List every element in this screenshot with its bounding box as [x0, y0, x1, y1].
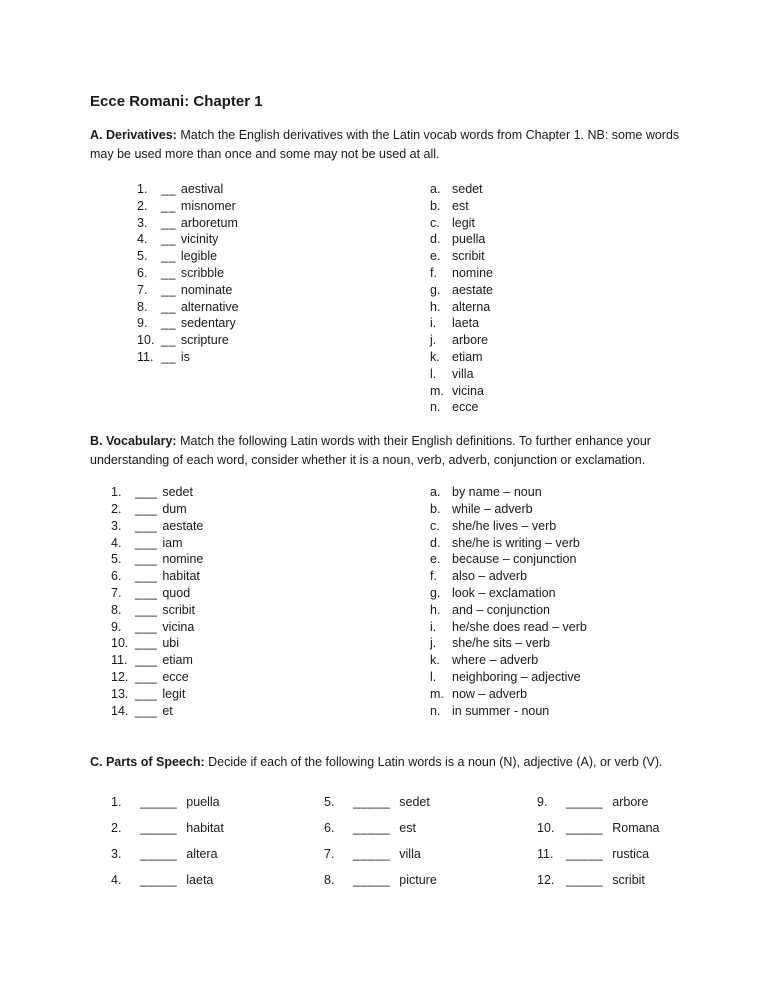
derivative-word: aestival [180, 182, 224, 196]
item-number: 6. [324, 821, 335, 836]
derivative-item [137, 349, 430, 366]
item-number: 8. [111, 602, 122, 617]
item-number: 11. [537, 847, 554, 862]
pos-word: laeta [186, 873, 214, 888]
definition-text: because – conjunction [452, 552, 577, 567]
answer-blank: ___ [135, 569, 158, 584]
answer-blank: _____ [353, 847, 391, 862]
pos-word: picture [399, 873, 437, 888]
vocab-word: quod [162, 585, 191, 600]
item-number: 7. [111, 585, 122, 600]
definition-text: she/he is writing – verb [452, 535, 580, 550]
answer-blank: __ [161, 249, 176, 264]
vocab-word: sedet [162, 485, 193, 500]
pos-item [111, 815, 324, 841]
item-number: 12. [537, 873, 555, 888]
option-word: vicina [452, 383, 484, 398]
definition-text: by name – noun [452, 485, 542, 500]
item-number: 10. [137, 333, 155, 348]
answer-blank: _____ [140, 795, 178, 810]
vocab-item [111, 501, 430, 518]
definition-item [430, 501, 587, 518]
option-word: legit [452, 215, 475, 230]
vocab-item [111, 484, 430, 501]
option-item [430, 181, 493, 198]
item-number: 6. [137, 265, 148, 280]
definition-letter: l. [430, 669, 437, 684]
answer-blank: __ [161, 282, 176, 297]
vocab-item [111, 585, 430, 602]
definition-item [430, 602, 587, 619]
vocab-word: etiam [162, 653, 193, 668]
definition-letter: f. [430, 569, 437, 584]
derivative-item [137, 315, 430, 332]
answer-blank: ___ [135, 703, 158, 718]
section-c [90, 753, 682, 893]
pos-item [111, 867, 324, 893]
answer-blank: _____ [566, 821, 604, 836]
pos-item [537, 815, 660, 841]
item-number: 2. [137, 198, 148, 213]
derivative-word: nominate [180, 282, 233, 297]
pos-word: sedet [399, 795, 430, 810]
section-b-heading [90, 432, 682, 470]
definition-text: neighboring – adjective [452, 669, 581, 684]
option-item [430, 282, 493, 299]
vocab-word: dum [162, 501, 187, 516]
pos-item [324, 841, 537, 867]
derivative-word: is [180, 349, 190, 364]
option-letter: h. [430, 299, 441, 314]
definition-item [430, 518, 587, 535]
pos-item [537, 841, 660, 867]
answer-blank: _____ [353, 795, 391, 810]
pos-item [324, 815, 537, 841]
derivative-word: arboretum [180, 215, 238, 230]
definition-text: and – conjunction [452, 602, 550, 617]
pos-word: villa [399, 847, 421, 862]
item-number: 2. [111, 501, 122, 516]
derivative-word: legible [180, 249, 218, 264]
derivative-word: alternative [180, 299, 239, 314]
answer-blank: ___ [135, 485, 158, 500]
definition-text: she/he lives – verb [452, 518, 557, 533]
item-number: 1. [111, 485, 122, 500]
definition-letter: c. [430, 518, 440, 533]
section-a [90, 126, 682, 416]
option-item [430, 332, 493, 349]
section-a-instructions: Match the English derivatives with the Latin vocab words from Chapter 1. NB: some words may be used more than once and some may not be used at all. [90, 128, 680, 161]
option-letter: c. [430, 215, 440, 230]
answer-blank: __ [161, 316, 176, 331]
answer-blank: _____ [353, 873, 391, 888]
answer-blank: ___ [135, 602, 158, 617]
definition-text: while – adverb [452, 501, 533, 516]
derivative-word: sedentary [180, 316, 236, 331]
item-number: 4. [137, 232, 148, 247]
option-letter: k. [430, 349, 440, 364]
vocab-item [111, 652, 430, 669]
item-number: 4. [111, 535, 122, 550]
answer-blank: ___ [135, 619, 158, 634]
item-number: 13. [111, 686, 129, 701]
item-number: 4. [111, 873, 122, 888]
answer-blank: __ [161, 349, 176, 364]
option-letter: f. [430, 265, 437, 280]
parts-of-speech-grid [111, 789, 682, 893]
vocab-item [111, 518, 430, 535]
section-b-instructions: Match the following Latin words with their English definitions. To further enhance your understanding of each word, consider whether it is a noun, verb, adverb, conjunction or exclamation. [90, 434, 651, 468]
latin-options-list [430, 181, 493, 416]
section-b-label: B. Vocabulary: [90, 434, 177, 449]
item-number: 11. [111, 653, 128, 668]
derivative-item [137, 181, 430, 198]
vocab-item [111, 619, 430, 636]
vocab-item [111, 686, 430, 703]
pos-item [324, 867, 537, 893]
derivative-item [137, 282, 430, 299]
vocab-word: habitat [162, 569, 200, 584]
pos-column-1 [111, 789, 324, 893]
definition-letter: b. [430, 501, 441, 516]
vocab-item [111, 568, 430, 585]
derivative-item [137, 265, 430, 282]
option-word: est [452, 198, 469, 213]
definitions-list [430, 484, 587, 719]
option-word: laeta [452, 316, 480, 331]
derivative-item [137, 332, 430, 349]
answer-blank: ___ [135, 585, 158, 600]
pos-word: scribit [612, 873, 645, 888]
answer-blank: ___ [135, 636, 158, 651]
pos-item [324, 789, 537, 815]
option-letter: j. [430, 333, 437, 348]
option-word: ecce [452, 400, 479, 415]
definition-letter: k. [430, 653, 440, 668]
option-word: aestate [452, 282, 494, 297]
item-number: 3. [137, 215, 148, 230]
section-b [90, 432, 682, 719]
definition-item [430, 652, 587, 669]
option-item [430, 315, 493, 332]
vocab-word: aestate [162, 518, 204, 533]
item-number: 9. [537, 795, 548, 810]
derivative-word: scribble [180, 265, 224, 280]
option-word: villa [452, 366, 474, 381]
definition-item [430, 669, 587, 686]
answer-blank: _____ [353, 821, 391, 836]
section-a-label: A. Derivatives: [90, 128, 177, 142]
option-word: arbore [452, 333, 489, 348]
pos-word: habitat [186, 821, 224, 836]
section-c-heading [90, 753, 682, 772]
option-item [430, 265, 493, 282]
option-item [430, 383, 493, 400]
definition-text: now – adverb [452, 686, 528, 701]
pos-word: rustica [612, 847, 650, 862]
item-number: 12. [111, 669, 129, 684]
pos-word: Romana [612, 821, 660, 836]
item-number: 1. [137, 182, 148, 196]
pos-column-3 [537, 789, 660, 893]
answer-blank: __ [161, 232, 176, 247]
item-number: 3. [111, 518, 122, 533]
option-item [430, 349, 493, 366]
answer-blank: __ [161, 182, 176, 196]
option-letter: l. [430, 366, 437, 381]
option-item [430, 215, 493, 232]
derivative-item [137, 299, 430, 316]
option-letter: i. [430, 316, 437, 331]
item-number: 9. [137, 316, 148, 331]
item-number: 1. [111, 795, 122, 810]
option-item [430, 231, 493, 248]
section-c-label: C. Parts of Speech: [90, 755, 205, 770]
item-number: 2. [111, 821, 122, 836]
item-number: 9. [111, 619, 122, 634]
definition-letter: e. [430, 552, 441, 567]
section-b-matching [90, 484, 682, 719]
definition-text: also – adverb [452, 569, 528, 584]
answer-blank: ___ [135, 501, 158, 516]
answer-blank: ___ [135, 552, 158, 567]
definition-letter: d. [430, 535, 441, 550]
item-number: 14. [111, 703, 129, 718]
item-number: 7. [137, 282, 148, 297]
definition-letter: m. [430, 686, 444, 701]
answer-blank: _____ [140, 821, 178, 836]
answer-blank: __ [161, 215, 176, 230]
definition-text: he/she does read – verb [452, 619, 587, 634]
pos-word: altera [186, 847, 218, 862]
item-number: 8. [137, 299, 148, 314]
derivative-item [137, 231, 430, 248]
option-word: sedet [452, 182, 483, 196]
pos-item [111, 789, 324, 815]
answer-blank: ___ [135, 518, 158, 533]
definition-letter: n. [430, 703, 441, 718]
option-word: nomine [452, 265, 493, 280]
definition-letter: a. [430, 485, 441, 500]
derivative-item [137, 248, 430, 265]
section-a-matching [90, 181, 682, 416]
option-letter: n. [430, 400, 441, 415]
pos-word: arbore [612, 795, 649, 810]
option-item [430, 198, 493, 215]
option-item [430, 248, 493, 265]
section-a-heading [90, 126, 682, 164]
answer-blank: _____ [566, 795, 604, 810]
vocab-item [111, 602, 430, 619]
pos-word: est [399, 821, 416, 836]
option-word: alterna [452, 299, 491, 314]
option-letter: d. [430, 232, 441, 247]
definition-letter: g. [430, 585, 441, 600]
section-c-instructions: Decide if each of the following Latin words is a noun (N), adjective (A), or verb (V). [204, 755, 663, 770]
option-item [430, 366, 493, 383]
vocab-item [111, 703, 430, 720]
vocab-word: ubi [162, 636, 180, 651]
pos-word: puella [186, 795, 220, 810]
definition-item [430, 619, 587, 636]
option-letter: b. [430, 198, 441, 213]
item-number: 11. [137, 349, 154, 364]
answer-blank: __ [161, 265, 176, 280]
answer-blank: __ [161, 299, 176, 314]
item-number: 6. [111, 569, 122, 584]
option-letter: e. [430, 249, 441, 264]
derivative-word: misnomer [180, 198, 236, 213]
definition-item [430, 635, 587, 652]
pos-column-2 [324, 789, 537, 893]
definition-text: look – exclamation [452, 585, 556, 600]
answer-blank: _____ [140, 873, 178, 888]
definition-letter: h. [430, 602, 441, 617]
item-number: 7. [324, 847, 335, 862]
answer-blank: _____ [140, 847, 178, 862]
option-item [430, 399, 493, 416]
item-number: 5. [111, 552, 122, 567]
answer-blank: ___ [135, 686, 158, 701]
definition-letter: j. [430, 636, 437, 651]
definition-item [430, 568, 587, 585]
item-number: 10. [537, 821, 555, 836]
definition-item [430, 703, 587, 720]
answer-blank: ___ [135, 669, 158, 684]
pos-item [537, 789, 660, 815]
definition-item [430, 686, 587, 703]
vocab-item [111, 551, 430, 568]
definition-text: she/he sits – verb [452, 636, 550, 651]
item-number: 8. [324, 873, 335, 888]
option-letter: a. [430, 182, 441, 196]
vocab-word: legit [162, 686, 186, 701]
definition-item [430, 535, 587, 552]
definition-text: in summer - noun [452, 703, 550, 718]
option-word: etiam [452, 349, 483, 364]
pos-item [111, 841, 324, 867]
vocab-word: vicina [162, 619, 195, 634]
answer-blank: ___ [135, 653, 158, 668]
option-word: puella [452, 232, 486, 247]
option-letter: g. [430, 282, 441, 297]
definition-item [430, 585, 587, 602]
vocab-item [111, 635, 430, 652]
answer-blank: _____ [566, 847, 604, 862]
item-number: 5. [137, 249, 148, 264]
vocab-word: nomine [162, 552, 204, 567]
option-word: scribit [452, 249, 485, 264]
answer-blank: ___ [135, 535, 158, 550]
derivative-item [137, 215, 430, 232]
item-number: 10. [111, 636, 129, 651]
answer-blank: __ [161, 333, 176, 348]
vocab-list [111, 484, 430, 719]
derivative-word: scripture [180, 333, 229, 348]
answer-blank: __ [161, 198, 176, 213]
answer-blank: _____ [566, 873, 604, 888]
vocab-word: scribit [162, 602, 196, 617]
option-letter: m. [430, 383, 444, 398]
item-number: 5. [324, 795, 335, 810]
pos-item [537, 867, 660, 893]
derivatives-list [137, 181, 430, 366]
vocab-item [111, 669, 430, 686]
definition-letter: i. [430, 619, 437, 634]
page-title: Ecce Romani: Chapter 1 [90, 93, 263, 110]
derivative-word: vicinity [180, 232, 219, 247]
vocab-item [111, 535, 430, 552]
definition-text: where – adverb [452, 653, 539, 668]
option-item [430, 299, 493, 316]
item-number: 3. [111, 847, 122, 862]
derivative-item [137, 198, 430, 215]
definition-item [430, 551, 587, 568]
vocab-word: ecce [162, 669, 189, 684]
vocab-word: et [162, 703, 173, 718]
definition-item [430, 484, 587, 501]
vocab-word: iam [162, 535, 183, 550]
